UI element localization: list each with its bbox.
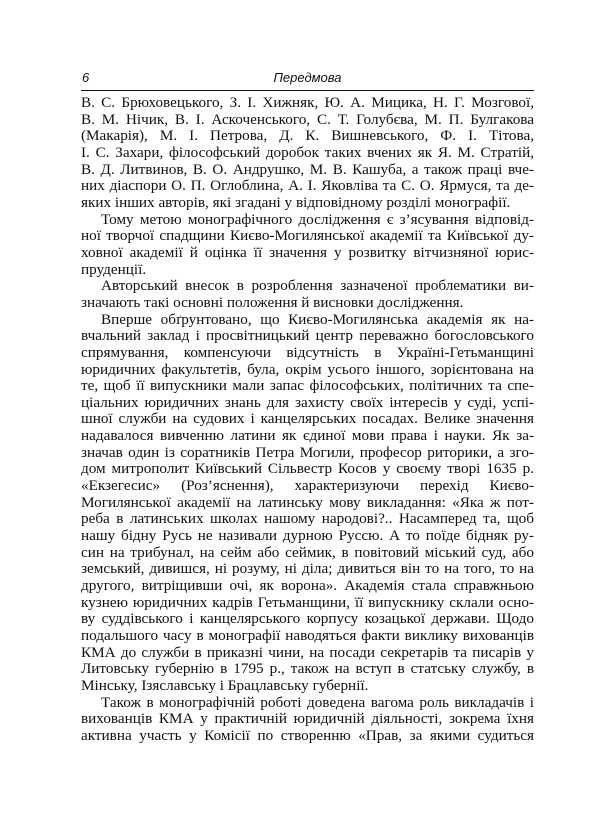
text-line: В. Д. Литвинов, В. О. Андрушко, М. В. Кашуба, а також праці вче- <box>81 160 534 178</box>
text-line: надавалося вивченню латини як єдиної мови права і науки. Як за- <box>81 427 534 445</box>
text-line: Мінську, Ізяславську і Брацлавську губернії. <box>81 676 369 694</box>
text-line: другого, витріщивши очі, як ворона». Академія стала справжньою <box>81 577 534 595</box>
text-line: дом митрополит Київський Сільвестр Косов у своєму творі 1635 р. <box>81 460 534 478</box>
text-line: пруденції. <box>81 260 147 278</box>
text-line: ву суддівського і канцелярського корпусу козацької держави. Щодо <box>81 610 534 628</box>
paragraph-start-line: Авторський внесок в розроблення зазначеної проблематики ви- <box>101 277 534 295</box>
paragraph-start-line: Тому метою монографічного дослідження є з’ясування відповід- <box>101 210 534 228</box>
text-line: значають такі основні положення й висновки дослідження. <box>81 293 464 311</box>
text-line: В. С. Брюховецького, З. І. Хижняк, Ю. А. Мицика, Н. Г. Мозгової, <box>81 94 534 111</box>
text-line: ховної академії й оцінка її значення у розвитку вітчизняної юрис- <box>81 243 534 261</box>
text-line: реба в латинських школах нашому народові?.. Насамперед та, щоб <box>81 510 534 528</box>
text-line: значав один із соратників Петра Могили, професор риторики, а зго- <box>81 443 534 461</box>
text-line: син на трибунал, на сейм або сеймик, в повітовий міський суд, або <box>81 543 534 561</box>
paragraph-start-line: Вперше обґрунтовано, що Києво-Могилянська академія як на- <box>101 310 534 328</box>
page-number: 6 <box>82 70 90 85</box>
text-line: нашу бідну Русь не називали дурною Руссю. А то поїде бідняк ру- <box>81 527 534 545</box>
text-line: В. М. Нічик, В. І. Аскоченського, С. Т. Голубєва, М. П. Булгакова <box>81 110 534 128</box>
text-line: І. С. Захари, філософський доробок таких вчених як Я. М. Стратій, <box>81 143 534 161</box>
text-line: подальшого часу в монографії наводяться факти виклику вихованців <box>81 627 534 644</box>
text-line: те, щоб її випускники мали запас філософських, політичних та спе- <box>81 377 534 395</box>
text-line: «Екзегесис» (Роз’яснення), характеризуючи перехід Києво- <box>81 477 534 495</box>
running-title: Передмова <box>273 70 342 85</box>
text-line: ної творчої спадщини Києво-Могилянської академії та Київської ду- <box>81 227 534 245</box>
text-line: земський, дивишся, ні розуму, ні діла; дивиться він то на того, то на <box>81 560 534 578</box>
text-line: вихованців КМА у практичній юридичній діяльності, зокрема їхня <box>81 710 534 728</box>
text-line: Могилянської академії на латинську мову викладання: «Яка ж пот- <box>81 493 534 511</box>
body-text <box>81 95 534 745</box>
text-line: спрямування, компенсуючи відсутність в Україні-Гетьманщині <box>81 343 534 361</box>
text-line: КМА до служби в приказні чини, на посади секретарів та писарів у <box>81 643 534 661</box>
text-line: ціальних юридичних знань для захисту своїх інтересів у суді, успі- <box>81 393 534 411</box>
paragraph-start-line: Також в монографічній роботі доведена вагома роль викладачів і <box>101 693 534 711</box>
text-line: кузнею юридичних кадрів Гетьманщини, її випускнику склали осно- <box>81 593 534 611</box>
text-line: активна участь у Комісії по створенню «Прав, за якими судиться <box>81 726 534 744</box>
text-line: (Макарія), М. І. Петрова, Д. К. Вишневського, Ф. І. Тітова, <box>81 127 534 145</box>
text-line: шної служби на судових і канцелярських посадах. Велике значення <box>81 410 534 428</box>
text-line: них діаспори О. П. Оглоблина, А. І. Яковліва та С. О. Ярмуся, та де- <box>81 177 534 195</box>
text-line: вчальний заклад і просвітницький центр переважно богословського <box>81 327 534 345</box>
page-header <box>81 68 534 91</box>
text-line: юридичних факультетів, була, окрім усього іншого, зорієнтована на <box>81 360 534 378</box>
text-line: Литовську губернію в 1795 р., також на вступ в статську службу, в <box>81 660 534 678</box>
text-line: яких інших авторів, які згадані у відповідному розділі монографії. <box>81 193 511 211</box>
